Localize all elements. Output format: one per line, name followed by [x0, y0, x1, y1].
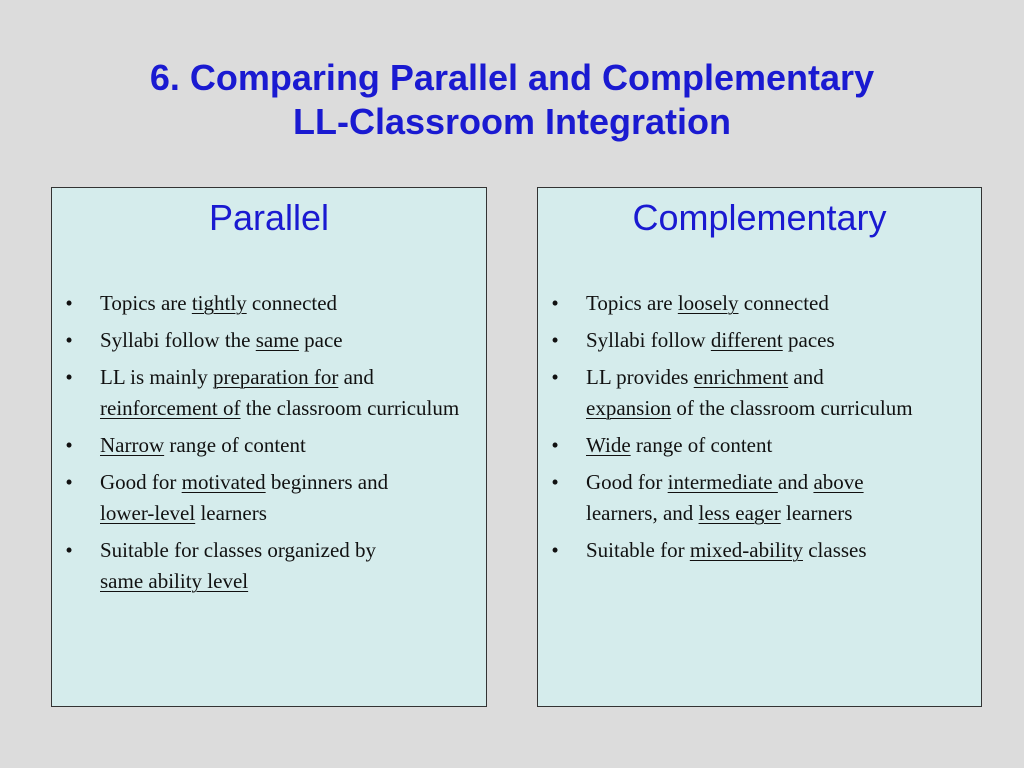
underlined-text: motivated — [181, 470, 266, 494]
item-text: Topics are — [586, 291, 678, 315]
item-text: connected — [246, 291, 338, 315]
item-text: range of content — [630, 433, 773, 457]
bullet-icon: • — [65, 328, 73, 352]
underlined-text: Wide — [586, 433, 631, 457]
item-text: Syllabi follow the — [100, 328, 256, 352]
underlined-text: enrichment — [693, 365, 789, 389]
complementary-list — [538, 288, 981, 566]
list-item — [538, 535, 981, 566]
underlined-text: preparation for — [212, 365, 339, 389]
list-item — [538, 288, 981, 319]
item-text: classes — [802, 538, 867, 562]
list-item — [52, 362, 486, 424]
item-text: learners — [780, 501, 853, 525]
item-text: learners, and — [586, 501, 699, 525]
item-text: Syllabi follow — [586, 328, 711, 352]
item-text: beginners and — [265, 470, 389, 494]
underlined-text: lower-level — [100, 501, 196, 525]
list-item — [538, 325, 981, 356]
parallel-heading: Parallel — [208, 197, 330, 238]
bullet-icon: • — [551, 365, 559, 389]
underlined-text: same ability level — [100, 569, 249, 593]
item-text: connected — [738, 291, 829, 315]
underlined-text: loosely — [677, 291, 739, 315]
slide-title-line2: LL-Classroom Integration — [292, 101, 732, 142]
complementary-panel — [537, 187, 982, 707]
list-item — [538, 430, 981, 461]
item-text: paces — [782, 328, 835, 352]
bullet-icon: • — [551, 328, 559, 352]
item-text: Good for — [586, 470, 668, 494]
slide-title-line1: 6. Comparing Parallel and Complementary — [149, 57, 875, 98]
list-item — [52, 467, 486, 529]
item-text: range of content — [164, 433, 306, 457]
bullet-icon: • — [551, 291, 559, 315]
underlined-text: Narrow — [100, 433, 165, 457]
item-text: and — [338, 365, 374, 389]
item-text: Suitable for — [586, 538, 690, 562]
bullet-icon: • — [65, 433, 73, 457]
item-text: LL is mainly — [100, 365, 213, 389]
list-item — [52, 430, 486, 461]
bullet-icon: • — [551, 538, 559, 562]
parallel-list — [52, 288, 486, 597]
item-text: pace — [298, 328, 343, 352]
item-text: the classroom curriculum — [240, 396, 460, 420]
underlined-text: different — [710, 328, 783, 352]
underlined-text: intermediate — [667, 470, 778, 494]
bullet-icon: • — [65, 291, 73, 315]
bullet-icon: • — [65, 470, 73, 494]
bullet-icon: • — [551, 470, 559, 494]
item-text: and — [788, 365, 824, 389]
underlined-text: expansion — [586, 396, 672, 420]
underlined-text: less eager — [698, 501, 781, 525]
underlined-text: tightly — [191, 291, 247, 315]
item-text: learners — [195, 501, 267, 525]
list-item — [538, 467, 981, 529]
bullet-icon: • — [65, 365, 73, 389]
list-item — [52, 535, 486, 597]
underlined-text: reinforcement of — [100, 396, 241, 420]
item-text: Good for — [100, 470, 182, 494]
complementary-heading: Complementary — [632, 197, 887, 238]
item-text: Suitable for classes organized by — [100, 538, 377, 562]
item-text: LL provides — [586, 365, 694, 389]
underlined-text: same — [255, 328, 299, 352]
parallel-panel — [51, 187, 487, 707]
item-text: of the classroom curriculum — [671, 396, 913, 420]
list-item — [52, 288, 486, 319]
underlined-text: above — [813, 470, 864, 494]
underlined-text: mixed-ability — [689, 538, 803, 562]
bullet-icon: • — [551, 433, 559, 457]
list-item — [52, 325, 486, 356]
slide-title — [0, 56, 1024, 144]
item-text: Topics are — [100, 291, 192, 315]
bullet-icon: • — [65, 538, 73, 562]
list-item — [538, 362, 981, 424]
item-text: and — [777, 470, 814, 494]
